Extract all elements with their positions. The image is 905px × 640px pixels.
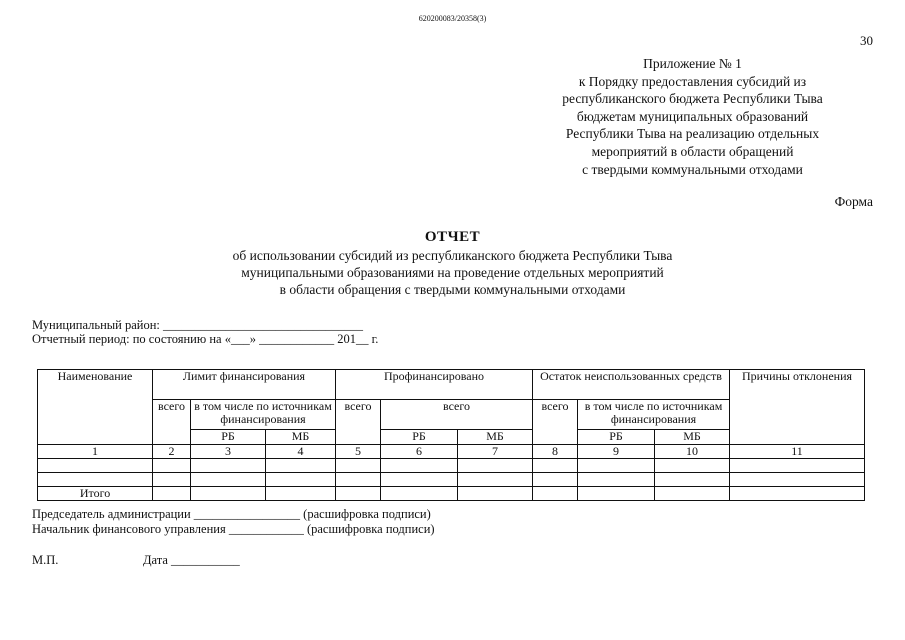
table-cell [153,487,191,501]
header-reasons: Причины отклонения [730,370,865,445]
appendix-line: республиканского бюджета Республики Тыва [562,91,823,107]
column-number: 9 [578,445,655,459]
appendix-line: бюджетам муниципальных образований [576,108,809,124]
table-cell [381,487,458,501]
table-cell [191,459,266,473]
header-mb: МБ [458,430,533,445]
header-sources: в том числе по источникам финансирования [578,400,730,430]
header-rb: РБ [381,430,458,445]
header-name: Наименование [38,370,153,445]
column-number: 4 [266,445,336,459]
report-table [37,369,865,501]
column-number-row [38,445,865,459]
appendix-line: с твердыми коммунальными отходами [582,161,803,177]
header-total: всего [336,400,381,445]
table-cell [655,473,730,487]
appendix-line: к Порядку предоставления субсидий из [578,73,807,89]
table-cell [153,459,191,473]
table-cell [336,487,381,501]
table-cell [266,459,336,473]
date-field: Дата ___________ [143,553,240,567]
column-number: 2 [153,445,191,459]
table-cell [458,459,533,473]
column-number: 3 [191,445,266,459]
header-sources: в том числе по источникам финансирования [191,400,336,430]
column-number: 8 [533,445,578,459]
table-cell [578,487,655,501]
table-cell [38,473,153,487]
table-cell [381,473,458,487]
header-total: всего [381,400,533,430]
table-cell [266,473,336,487]
total-label: Итого [38,487,153,501]
table-cell [38,459,153,473]
column-number: 10 [655,445,730,459]
appendix-line: Республики Тыва на реализацию отдельных [565,126,820,142]
form-label: Форма [834,194,873,209]
total-row [38,487,865,501]
table-cell [191,473,266,487]
page-number: 30 [860,33,873,48]
header-mb: МБ [266,430,336,445]
table-cell [153,473,191,487]
header-financed: Профинансировано [336,370,533,400]
subtitle-line: об использовании субсидий из республиканского бюджета Республики Тыва [232,248,673,263]
column-number: 11 [730,445,865,459]
district-field: Муниципальный район: ________________________________ [32,318,364,332]
table-cell [533,473,578,487]
table-cell [655,459,730,473]
table-cell [336,473,381,487]
table-cell [191,487,266,501]
table-cell [578,473,655,487]
appendix-line: мероприятий в области обращений [591,143,794,159]
report-subtitle [0,247,905,298]
table-cell [266,487,336,501]
subtitle-line: муниципальными образованиями на проведение отдельных мероприятий [241,265,664,280]
header-total: всего [153,400,191,445]
header-limit: Лимит финансирования [153,370,336,400]
column-number: 5 [336,445,381,459]
table-cell [578,459,655,473]
report-title: ОТЧЕТ [424,229,481,245]
header-rb: РБ [578,430,655,445]
appendix-line: Приложение № 1 [643,56,742,71]
document-code: 620200083/20358(3) [418,14,487,23]
header-total: всего [533,400,578,445]
column-number: 7 [458,445,533,459]
table-cell [336,459,381,473]
table-cell [533,487,578,501]
subtitle-line: в области обращения с твердыми коммунальными отходами [279,282,626,297]
header-rb: РБ [191,430,266,445]
stamp-label: М.П. [32,553,59,567]
table-cell [381,459,458,473]
column-number: 6 [381,445,458,459]
table-cell [458,487,533,501]
table-cell [533,459,578,473]
table-cell [730,473,865,487]
finance-head-signature: Начальник финансового управления ____________ (расшифровка подписи) [32,522,435,536]
table-cell [458,473,533,487]
header-mb: МБ [655,430,730,445]
appendix-block [520,55,865,178]
table-row [38,459,865,473]
table-row [38,473,865,487]
table-cell [655,487,730,501]
table-cell [730,459,865,473]
period-field: Отчетный период: по состоянию на «___» ____________ 201__ г. [32,332,379,346]
table-cell [730,487,865,501]
column-number: 1 [38,445,153,459]
chairman-signature: Председатель администрации _________________ (расшифровка подписи) [32,507,431,521]
header-remaining: Остаток неиспользованных средств [533,370,730,400]
